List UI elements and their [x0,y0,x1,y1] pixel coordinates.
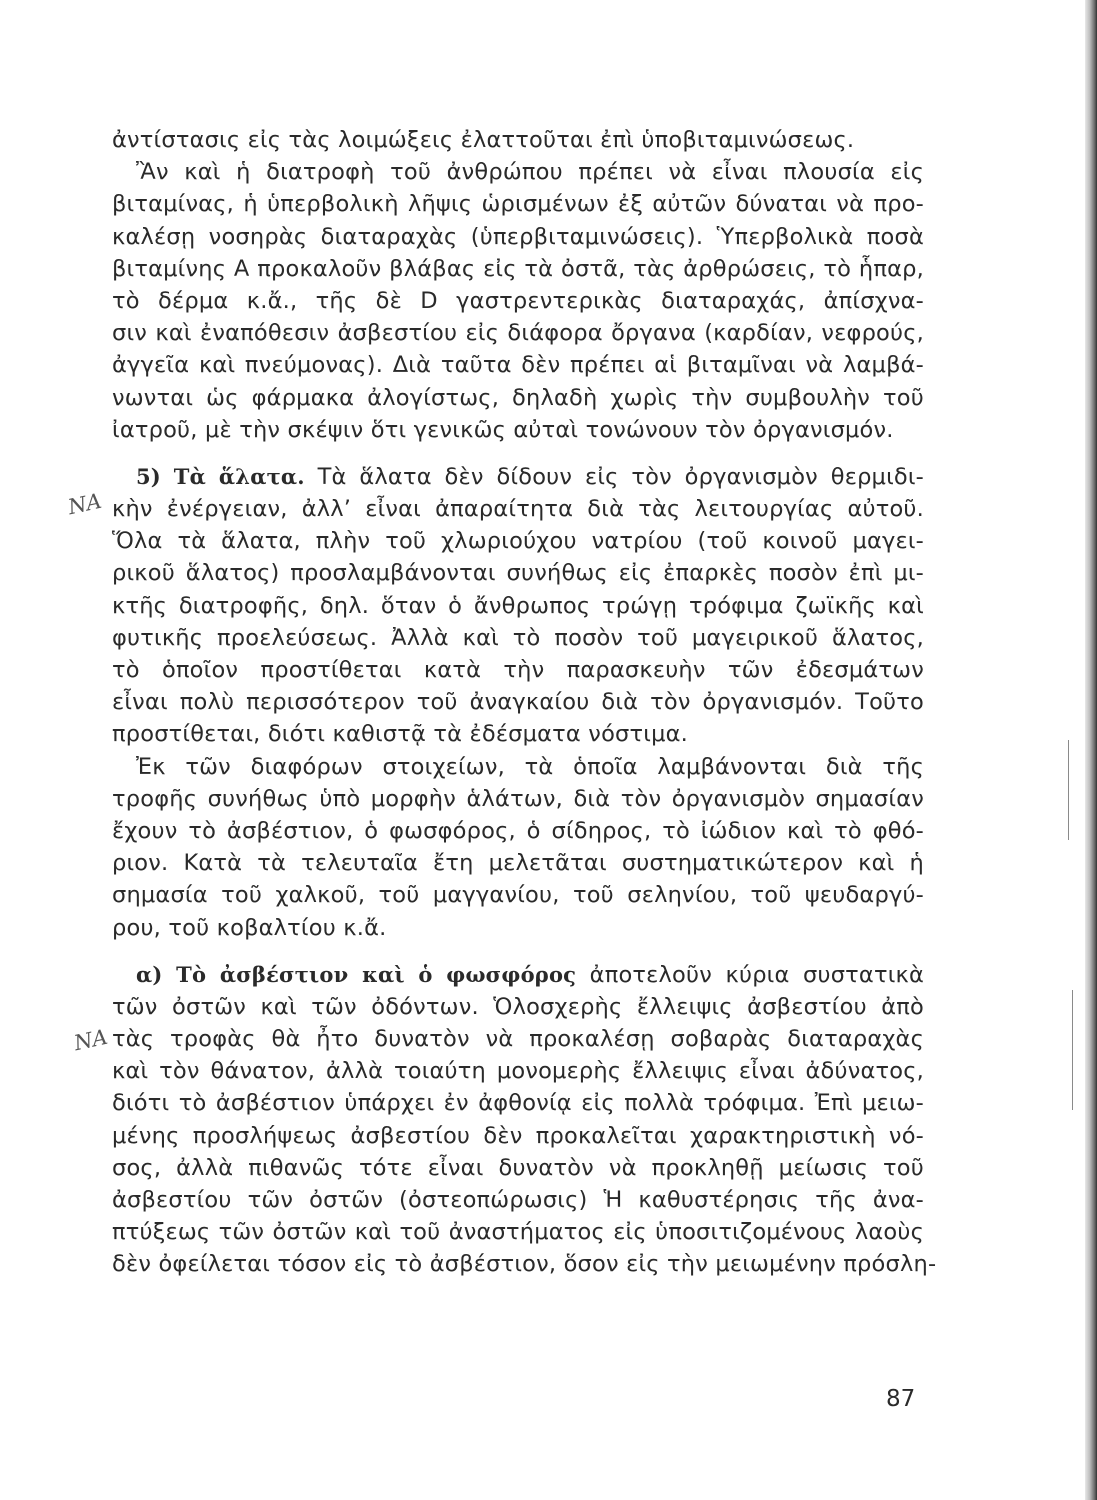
text-line: κὴν ἐνέργειαν, ἀλλ’ εἶναι ἀπαραίτητα διὰ τὰς λειτουργίας αὐτοῦ. [112,496,924,523]
section-heading-line [112,959,924,991]
handwritten-note: ΝΑ [71,1024,110,1056]
text-line: πτύξεως τῶν ὀστῶν καὶ τοῦ ἀναστήματος εἰς ὑποσιτιζομένους λαοὺς [112,1219,924,1246]
spacer [112,446,924,461]
section-heading-line [112,461,924,493]
text-line: τροφῆς συνήθως ὑπὸ μορφὴν ἁλάτων, διὰ τὸν ὀργανισμὸν σημασίαν [112,785,924,812]
text-line: σημασία τοῦ χαλκοῦ, τοῦ μαγγανίου, τοῦ σεληνίου, τοῦ ψευδαργύ- [112,882,924,909]
text-line: φυτικῆς προελεύσεως. Ἀλλὰ καὶ τὸ ποσὸν τοῦ μαγειρικοῦ ἅλατος, [112,624,924,651]
text-line: προστίθεται, διότι καθιστᾷ τὰ ἐδέσματα νόστιμα. [112,721,688,748]
text-line: κτῆς διατροφῆς, δηλ. ὅταν ὁ ἄνθρωπος τρώγῃ τρόφιμα ζωϊκῆς καὶ [112,592,924,619]
text-line: νωνται ὡς φάρμακα ἀλογίστως, δηλαδὴ χωρὶς τὴν συμβουλὴν τοῦ [112,384,924,411]
margin-mark [1068,740,1069,840]
text-line: εἶναι πολὺ περισσότερον τοῦ ἀναγκαίου διὰ τὸν ὀργανισμόν. Τοῦτο [112,689,924,716]
text-line: ἀγγεῖα καὶ πνεύμονας). Διὰ ταῦτα δὲν πρέπει αἱ βιταμῖναι νὰ λαμβά- [112,352,924,379]
text-line: καὶ τὸν θάνατον, ἀλλὰ τοιαύτη μονομερὴς ἔλλειψις εἶναι ἀδύνατος, [112,1058,924,1085]
text-line: ρου, τοῦ κοβαλτίου κ.ἄ. [112,914,387,941]
text-line: τὰς τροφὰς θὰ ἦτο δυνατὸν νὰ προκαλέσῃ σοβαρὰς διαταραχὰς [112,1026,924,1053]
text-line: τῶν ὀστῶν καὶ τῶν ὀδόντων. Ὁλοσχερὴς ἔλλειψις ἀσβεστίου ἀπὸ [112,993,924,1020]
text-line: ἰατροῦ, μὲ τὴν σκέψιν ὅτι γενικῶς αὐταὶ τονώνουν τὸν ὀργανισμόν. [112,416,894,443]
text-line: ἀντίστασις εἰς τὰς λοιμώξεις ἐλαττοῦται ἐπὶ ὑποβιταμινώσεως. [112,127,855,153]
text-line: Ἐκ τῶν διαφόρων στοιχείων, τὰ ὁποῖα λαμβάνονται διὰ τῆς [136,753,924,780]
text-line: δὲν ὀφείλεται τόσον εἰς τὸ ἀσβέστιον, ὅσον εἰς τὴν μειωμένην πρόσλη- [112,1251,937,1278]
section-title: Τὰ ἅλατα. [173,463,305,489]
text-line: ἔχουν τὸ ἀσβέστιον, ὁ φωσφόρος, ὁ σίδηρος, τὸ ἰώδιον καὶ τὸ φθό- [112,817,924,844]
text-line: βιταμίνης Α προκαλοῦν βλάβας εἰς τὰ ὀστᾶ, τὰς ἀρθρώσεις, τὸ ἧπαρ, [112,255,924,282]
page-edge-shadow [1085,0,1097,1500]
text-fragment: Τὰ ἅλατα δὲν δίδουν εἰς τὸν ὀργανισμὸν θερμιδι- [317,463,924,490]
section-number: 5) [136,463,161,489]
text-line: ρικοῦ ἅλατος) προσλαμβάνονται συνήθως εἰς ἐπαρκὲς ποσὸν ἐπὶ μι- [112,560,924,587]
text-line: ἀσβεστίου τῶν ὀστῶν (ὀστεοπώρωσις) Ἡ καθυστέρησις τῆς ἀνα- [112,1187,924,1213]
body-text [112,124,937,1281]
text-line: σιν καὶ ἐναπόθεσιν ἀσβεστίου εἰς διάφορα ὄργανα (καρδίαν, νεφρούς, [112,320,924,347]
section-title: α) Τὸ ἀσβέστιον καὶ ὁ φωσφόρος [136,961,577,987]
text-line: Ἂν καὶ ἡ διατροφὴ τοῦ ἀνθρώπου πρέπει νὰ εἶναι πλουσία εἰς [136,159,924,186]
text-line: τὸ ὁποῖον προστίθεται κατὰ τὴν παρασκευὴν τῶν ἐδεσμάτων [112,657,924,683]
margin-mark [1072,990,1073,1110]
text-line: τὸ δέρμα κ.ἄ., τῆς δὲ D γαστρεντερικὰς διαταραχάς, ἀπίσχνα- [112,287,924,314]
spacer [112,944,924,959]
text-line: σος, ἀλλὰ πιθανῶς τότε εἶναι δυνατὸν νὰ προκληθῇ μείωσις τοῦ [112,1154,924,1181]
text-line: καλέσῃ νοσηρὰς διαταραχὰς (ὑπερβιταμινώσεις). Ὑπερβολικὰ ποσὰ [112,223,924,250]
handwritten-note: ΝΑ [65,488,104,520]
text-fragment: ἀποτελοῦν κύρια συστατικὰ [589,961,925,988]
text-line: ριον. Κατὰ τὰ τελευταῖα ἔτη μελετᾶται συστηματικώτερον καὶ ἡ [112,850,924,877]
text-line: μένης προσλήψεως ἀσβεστίου δὲν προκαλεῖται χαρακτηριστικὴ νό- [112,1122,924,1149]
page-number: 87 [886,1386,916,1412]
text-line: βιταμίνας, ἡ ὑπερβολικὴ λῆψις ὡρισμένων ἐξ αὐτῶν δύναται νὰ προ- [112,191,924,218]
text-line: διότι τὸ ἀσβέστιον ὑπάρχει ἐν ἀφθονίᾳ εἰς πολλὰ τρόφιμα. Ἐπὶ μειω- [112,1090,924,1117]
text-line: Ὅλα τὰ ἅλατα, πλὴν τοῦ χλωριούχου νατρίου (τοῦ κοινοῦ μαγει- [112,528,924,555]
